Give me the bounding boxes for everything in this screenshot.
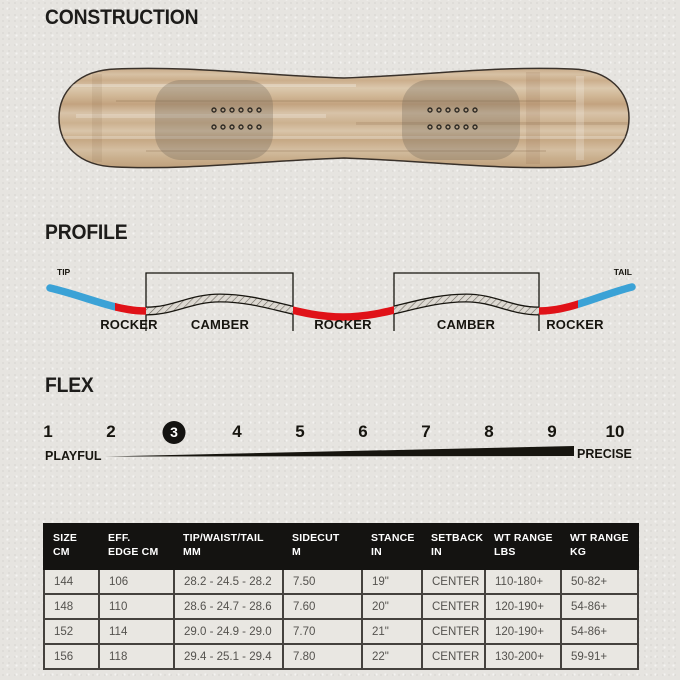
tail-label: TAIL	[613, 267, 632, 277]
flex-scale-number: 2	[106, 422, 116, 441]
spec-cell: 7.50	[283, 569, 362, 594]
flex-scale-number: 1	[43, 422, 53, 441]
camber-label-1: CAMBER	[190, 317, 250, 332]
spec-cell: CENTER	[422, 644, 485, 669]
spec-cell: 20"	[362, 594, 422, 619]
spec-cell: 110	[99, 594, 174, 619]
camber-profile-diagram	[40, 260, 640, 345]
spec-cell: 54-86+	[561, 594, 638, 619]
precise-label: PRECISE	[577, 447, 632, 461]
spec-cell: 29.0 - 24.9 - 29.0	[174, 619, 283, 644]
flex-rating-selected: 3	[163, 421, 186, 444]
spec-row	[44, 569, 638, 594]
spec-row	[44, 619, 638, 644]
spec-cell: 114	[99, 619, 174, 644]
rocker-label-1: ROCKER	[100, 317, 158, 332]
flex-scale-number: 6	[358, 422, 368, 441]
specs-header-cell: WT RANGE KG	[561, 524, 638, 569]
spec-cell: 22"	[362, 644, 422, 669]
playful-label: PLAYFUL	[45, 449, 102, 463]
flex-scale-number: 10	[605, 422, 625, 441]
spec-cell: 28.6 - 24.7 - 28.6	[174, 594, 283, 619]
insert-pack-left	[155, 80, 273, 160]
spec-cell: 110-180+	[485, 569, 561, 594]
spec-cell: 144	[44, 569, 99, 594]
insert-pack-right	[402, 80, 520, 160]
rocker-label-2: ROCKER	[314, 317, 372, 332]
flex-section-title: FLEX	[45, 374, 94, 397]
spec-cell: 7.60	[283, 594, 362, 619]
spec-row	[44, 644, 638, 669]
spec-cell: 152	[44, 619, 99, 644]
specs-header-cell: STANCE IN	[362, 524, 422, 569]
spec-cell: 156	[44, 644, 99, 669]
spec-cell: 130-200+	[485, 644, 561, 669]
spec-cell: CENTER	[422, 594, 485, 619]
spec-cell: 106	[99, 569, 174, 594]
spec-cell: 120-190+	[485, 619, 561, 644]
spec-cell: 50-82+	[561, 569, 638, 594]
spec-cell: 7.80	[283, 644, 362, 669]
flex-scale-number: 9	[547, 422, 557, 441]
rocker-label-3: ROCKER	[546, 317, 604, 332]
flex-scale-number: 8	[484, 422, 494, 441]
spec-cell: 120-190+	[485, 594, 561, 619]
spec-cell: 19"	[362, 569, 422, 594]
specs-header-cell: WT RANGE LBS	[485, 524, 561, 569]
spec-cell: 28.2 - 24.5 - 28.2	[174, 569, 283, 594]
spec-cell: 21"	[362, 619, 422, 644]
size-specs-table	[43, 523, 639, 670]
specs-header-row	[44, 524, 638, 569]
specs-header-cell: TIP/WAIST/TAIL MM	[174, 524, 283, 569]
construction-section-title: CONSTRUCTION	[45, 6, 199, 29]
spec-cell: 29.4 - 25.1 - 29.4	[174, 644, 283, 669]
camber-label-2: CAMBER	[436, 317, 496, 332]
profile-section-title: PROFILE	[45, 221, 128, 244]
spec-cell: 59-91+	[561, 644, 638, 669]
flex-scale-number: 4	[232, 422, 242, 441]
spec-cell: CENTER	[422, 569, 485, 594]
specs-header-cell: EFF. EDGE CM	[99, 524, 174, 569]
specs-header-cell: SIZE CM	[44, 524, 99, 569]
spec-row	[44, 594, 638, 619]
spec-cell: CENTER	[422, 619, 485, 644]
spec-cell: 7.70	[283, 619, 362, 644]
spec-cell: 148	[44, 594, 99, 619]
flex-scale-number: 7	[421, 422, 431, 441]
specs-header-cell: SIDECUT M	[283, 524, 362, 569]
spec-cell: 54-86+	[561, 619, 638, 644]
snowboard-top-view-graphic	[56, 62, 632, 174]
tip-label: TIP	[57, 267, 71, 277]
flex-scale-number: 5	[295, 422, 305, 441]
profile-curve	[50, 287, 632, 317]
specs-header-cell: SETBACK IN	[422, 524, 485, 569]
spec-cell: 118	[99, 644, 174, 669]
